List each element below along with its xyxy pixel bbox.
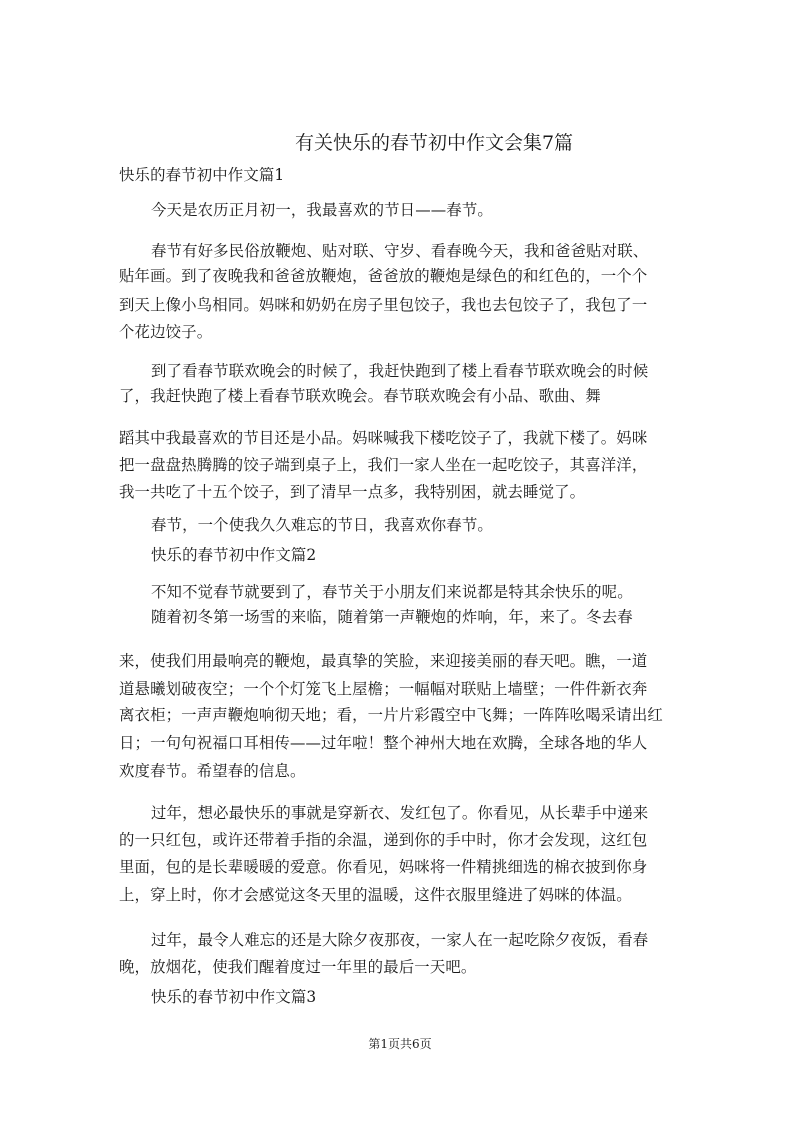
paragraph-line: 过年，想必最快乐的事就是穿新衣、发红包了。你看见，从长辈手中递来 xyxy=(151,804,649,822)
paragraph-line: 的一只红包，或许还带着手指的余温，递到你的手中时，你才会发现，这红包 xyxy=(119,831,648,849)
paragraph-line: 我一共吃了十五个饺子，到了清早一点多，我特别困，就去睡觉了。 xyxy=(119,483,586,501)
paragraph-line: 离衣柜；一声声鞭炮响彻天地；看，一片片彩霞空中飞舞；一阵阵吆喝采请出红 xyxy=(119,706,663,724)
paragraph-line: 道悬曦划破夜空；一个个灯笼飞上屋檐；一幅幅对联贴上墙壁；一件件新衣奔 xyxy=(119,680,648,698)
paragraph-line: 了，我赶快跑了楼上看春节联欢晚会。春节联欢晚会有小品、歌曲、舞 xyxy=(119,387,601,405)
paragraph-line: 个花边饺子。 xyxy=(119,323,213,341)
paragraph-line: 欢度春节。希望春的信息。 xyxy=(119,762,306,780)
section-heading-2: 快乐的春节初中作文篇2 xyxy=(151,546,317,564)
document-title: 有关快乐的春节初中作文会集7篇 xyxy=(294,132,574,154)
paragraph-line: 上，穿上时，你才会感觉这冬天里的温暖，这件衣服里缝进了妈咪的体温。 xyxy=(119,886,632,904)
paragraph-line: 里面，包的是长辈暖暖的爱意。你看见，妈咪将一件精挑细选的棉衣披到你身 xyxy=(119,858,648,876)
section-heading-3: 快乐的春节初中作文篇3 xyxy=(151,988,317,1006)
paragraph-line: 日；一句句祝福口耳相传——过年啦！整个神州大地在欢腾，全球各地的华人 xyxy=(119,734,648,752)
paragraph-line: 不知不觉春节就要到了，春节关于小朋友们来说都是特其余快乐的呢。 xyxy=(151,583,633,601)
paragraph-line: 把一盘盘热腾腾的饺子端到桌子上，我们一家人坐在一起吃饺子，其喜洋洋， xyxy=(119,456,648,474)
paragraph-line: 随着初冬第一场雪的来临，随着第一声鞭炮的炸响，年，来了。冬去春 xyxy=(151,608,633,626)
paragraph-line: 晚，放烟花，使我们醒着度过一年里的最后一天吧。 xyxy=(119,958,477,976)
page-number-footer: 第1页共6页 xyxy=(368,1037,432,1051)
paragraph-line: 贴年画。到了夜晚我和爸爸放鞭炮，爸爸放的鞭炮是绿色的和红色的，一个个 xyxy=(119,267,648,285)
paragraph-line: 来，使我们用最响亮的鞭炮，最真挚的笑脸，来迎接美丽的春天吧。瞧，一道 xyxy=(119,652,648,670)
paragraph-line: 到天上像小鸟相同。妈咪和奶奶在房子里包饺子，我也去包饺子了，我包了一 xyxy=(119,296,648,314)
paragraph-line: 春节，一个使我久久难忘的节日，我喜欢你春节。 xyxy=(151,516,493,534)
paragraph-line: 蹈其中我最喜欢的节目还是小品。妈咪喊我下楼吃饺子了，我就下楼了。妈咪 xyxy=(119,429,648,447)
section-heading-1: 快乐的春节初中作文篇1 xyxy=(119,166,285,184)
paragraph-line: 今天是农历正月初一，我最喜欢的节日——春节。 xyxy=(151,201,493,219)
paragraph-line: 春节有好多民俗放鞭炮、贴对联、守岁、看春晚今天，我和爸爸贴对联、 xyxy=(151,242,649,260)
paragraph-line: 过年，最令人难忘的还是大除夕夜那夜，一家人在一起吃除夕夜饭，看春 xyxy=(151,931,649,949)
paragraph-line: 到了看春节联欢晚会的时候了，我赶快跑到了楼上看春节联欢晚会的时候 xyxy=(151,362,649,380)
